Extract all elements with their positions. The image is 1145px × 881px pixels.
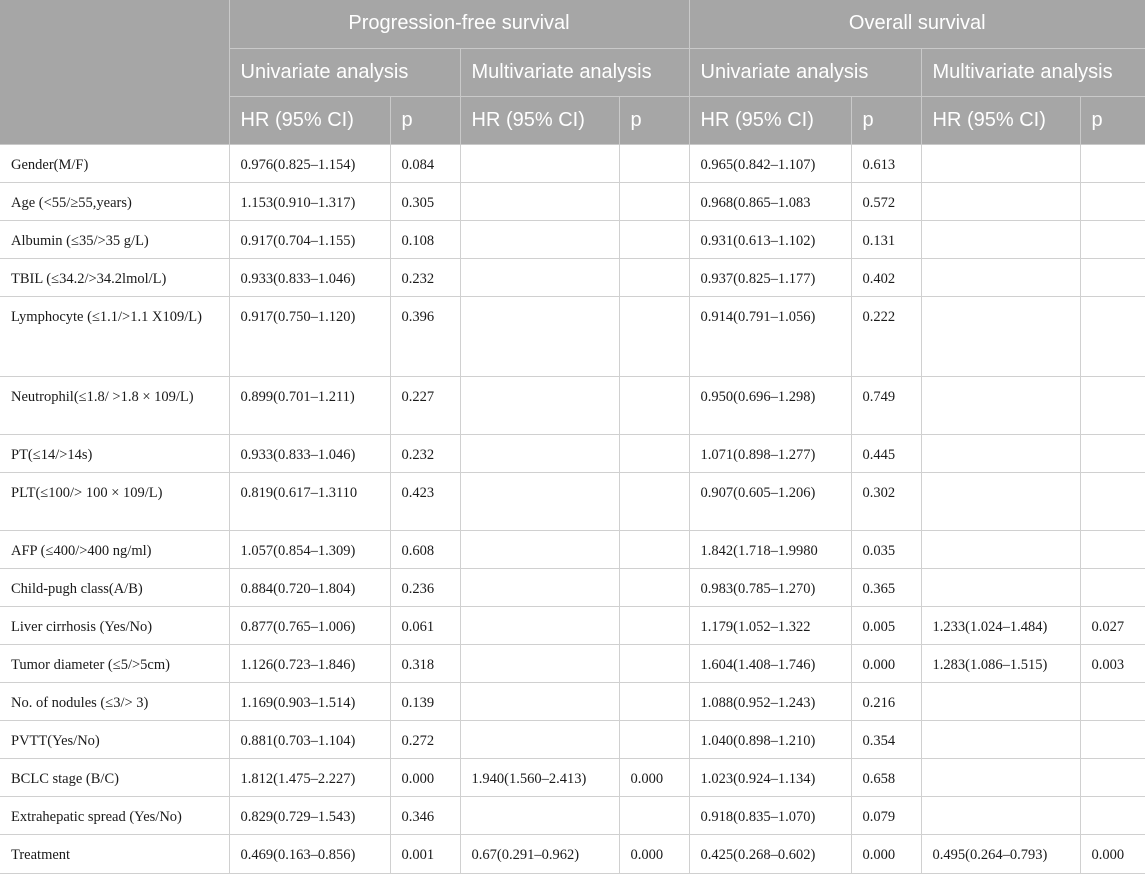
pfs-multivariate-hr (460, 568, 619, 606)
os-univariate-p: 0.005 (851, 606, 921, 644)
os-univariate-hr: 1.040(0.898–1.210) (689, 720, 851, 758)
row-label: Neutrophil(≤1.8/ >1.8 × 109/L) (0, 376, 229, 434)
pfs-multivariate-hr (460, 258, 619, 296)
os-univariate-hr: 0.918(0.835–1.070) (689, 796, 851, 834)
row-label: PVTT(Yes/No) (0, 720, 229, 758)
header-os-multivariate: Multivariate analysis (921, 48, 1145, 96)
pfs-univariate-p: 0.608 (390, 530, 460, 568)
pfs-univariate-hr: 1.169(0.903–1.514) (229, 682, 390, 720)
pfs-multivariate-p (619, 472, 689, 530)
pfs-univariate-p: 0.236 (390, 568, 460, 606)
pfs-univariate-p: 0.001 (390, 834, 460, 873)
row-label: No. of nodules (≤3/> 3) (0, 682, 229, 720)
pfs-multivariate-p (619, 644, 689, 682)
pfs-univariate-p: 0.084 (390, 144, 460, 182)
os-multivariate-hr (921, 376, 1080, 434)
os-univariate-p: 0.572 (851, 182, 921, 220)
pfs-univariate-hr: 0.819(0.617–1.3110 (229, 472, 390, 530)
os-multivariate-p: 0.027 (1080, 606, 1145, 644)
os-univariate-p: 0.222 (851, 296, 921, 376)
os-multivariate-p (1080, 182, 1145, 220)
pfs-univariate-hr: 1.057(0.854–1.309) (229, 530, 390, 568)
os-univariate-hr: 0.950(0.696–1.298) (689, 376, 851, 434)
row-label: PT(≤14/>14s) (0, 434, 229, 472)
pfs-univariate-hr: 0.877(0.765–1.006) (229, 606, 390, 644)
pfs-univariate-hr: 0.899(0.701–1.211) (229, 376, 390, 434)
table-row (0, 682, 1145, 720)
os-multivariate-hr (921, 258, 1080, 296)
pfs-univariate-p: 0.318 (390, 644, 460, 682)
row-label: Lymphocyte (≤1.1/>1.1 X109/L) (0, 296, 229, 376)
pfs-univariate-hr: 1.126(0.723–1.846) (229, 644, 390, 682)
row-label: Liver cirrhosis (Yes/No) (0, 606, 229, 644)
table-row (0, 530, 1145, 568)
os-multivariate-hr (921, 568, 1080, 606)
pfs-univariate-p: 0.227 (390, 376, 460, 434)
pfs-univariate-p: 0.108 (390, 220, 460, 258)
header-os-multi-hr: HR (95% CI) (921, 96, 1080, 144)
pfs-multivariate-p (619, 720, 689, 758)
pfs-multivariate-hr (460, 606, 619, 644)
os-univariate-p: 0.658 (851, 758, 921, 796)
os-univariate-hr: 1.604(1.408–1.746) (689, 644, 851, 682)
os-univariate-p: 0.365 (851, 568, 921, 606)
table-row (0, 834, 1145, 873)
os-univariate-p: 0.302 (851, 472, 921, 530)
os-multivariate-p: 0.003 (1080, 644, 1145, 682)
table-body (0, 144, 1145, 873)
pfs-multivariate-p (619, 568, 689, 606)
pfs-multivariate-hr (460, 530, 619, 568)
table-row (0, 472, 1145, 530)
pfs-multivariate-hr (460, 682, 619, 720)
pfs-univariate-p: 0.232 (390, 434, 460, 472)
os-univariate-p: 0.613 (851, 144, 921, 182)
pfs-univariate-hr: 1.812(1.475–2.227) (229, 758, 390, 796)
row-label: Age (<55/≥55,years) (0, 182, 229, 220)
header-os-univariate: Univariate analysis (689, 48, 921, 96)
os-univariate-p: 0.131 (851, 220, 921, 258)
pfs-multivariate-hr (460, 472, 619, 530)
os-univariate-hr: 0.425(0.268–0.602) (689, 834, 851, 873)
row-label: Tumor diameter (≤5/>5cm) (0, 644, 229, 682)
pfs-multivariate-p (619, 144, 689, 182)
os-univariate-p: 0.354 (851, 720, 921, 758)
os-univariate-p: 0.079 (851, 796, 921, 834)
os-univariate-hr: 1.071(0.898–1.277) (689, 434, 851, 472)
pfs-univariate-hr: 0.881(0.703–1.104) (229, 720, 390, 758)
os-multivariate-p (1080, 144, 1145, 182)
pfs-multivariate-p: 0.000 (619, 758, 689, 796)
pfs-univariate-hr: 0.829(0.729–1.543) (229, 796, 390, 834)
header-os: Overall survival (689, 0, 1145, 48)
header-pfs-multi-hr: HR (95% CI) (460, 96, 619, 144)
os-multivariate-p (1080, 682, 1145, 720)
table-row (0, 644, 1145, 682)
pfs-multivariate-p (619, 296, 689, 376)
os-univariate-hr: 0.965(0.842–1.107) (689, 144, 851, 182)
header-os-multi-p: p (1080, 96, 1145, 144)
pfs-univariate-hr: 0.917(0.704–1.155) (229, 220, 390, 258)
os-multivariate-p (1080, 758, 1145, 796)
os-multivariate-hr (921, 434, 1080, 472)
table-row (0, 296, 1145, 376)
pfs-multivariate-hr (460, 144, 619, 182)
row-label: PLT(≤100/> 100 × 109/L) (0, 472, 229, 530)
os-univariate-p: 0.445 (851, 434, 921, 472)
os-univariate-p: 0.000 (851, 644, 921, 682)
os-univariate-hr: 1.842(1.718–1.9980 (689, 530, 851, 568)
os-univariate-hr: 0.983(0.785–1.270) (689, 568, 851, 606)
row-label: AFP (≤400/>400 ng/ml) (0, 530, 229, 568)
header-os-uni-p: p (851, 96, 921, 144)
header-pfs-multivariate: Multivariate analysis (460, 48, 689, 96)
os-multivariate-hr (921, 682, 1080, 720)
header-pfs-uni-hr: HR (95% CI) (229, 96, 390, 144)
header-pfs: Progression-free survival (229, 0, 689, 48)
header-corner (0, 0, 229, 144)
os-multivariate-hr (921, 720, 1080, 758)
os-univariate-hr: 1.023(0.924–1.134) (689, 758, 851, 796)
os-multivariate-hr (921, 220, 1080, 258)
pfs-multivariate-p (619, 530, 689, 568)
pfs-multivariate-hr (460, 644, 619, 682)
pfs-multivariate-hr (460, 296, 619, 376)
pfs-multivariate-hr (460, 796, 619, 834)
table-row (0, 182, 1145, 220)
os-multivariate-p (1080, 472, 1145, 530)
table-row (0, 434, 1145, 472)
os-multivariate-p (1080, 434, 1145, 472)
pfs-multivariate-p (619, 220, 689, 258)
os-multivariate-p (1080, 258, 1145, 296)
os-univariate-hr: 1.179(1.052–1.322 (689, 606, 851, 644)
os-multivariate-hr (921, 530, 1080, 568)
pfs-univariate-hr: 0.469(0.163–0.856) (229, 834, 390, 873)
pfs-univariate-p: 0.232 (390, 258, 460, 296)
pfs-univariate-hr: 0.933(0.833–1.046) (229, 258, 390, 296)
pfs-multivariate-p (619, 258, 689, 296)
os-univariate-p: 0.216 (851, 682, 921, 720)
os-multivariate-p (1080, 376, 1145, 434)
os-univariate-hr: 0.931(0.613–1.102) (689, 220, 851, 258)
table-row (0, 144, 1145, 182)
pfs-univariate-p: 0.423 (390, 472, 460, 530)
pfs-multivariate-p: 0.000 (619, 834, 689, 873)
pfs-multivariate-hr: 1.940(1.560–2.413) (460, 758, 619, 796)
table-row (0, 720, 1145, 758)
header-pfs-multi-p: p (619, 96, 689, 144)
table-row (0, 258, 1145, 296)
row-label: Child-pugh class(A/B) (0, 568, 229, 606)
pfs-multivariate-p (619, 434, 689, 472)
os-multivariate-hr: 0.495(0.264–0.793) (921, 834, 1080, 873)
row-label: Gender(M/F) (0, 144, 229, 182)
os-multivariate-hr (921, 296, 1080, 376)
pfs-multivariate-p (619, 682, 689, 720)
table-row (0, 796, 1145, 834)
pfs-univariate-p: 0.305 (390, 182, 460, 220)
pfs-univariate-p: 0.061 (390, 606, 460, 644)
table-row (0, 606, 1145, 644)
pfs-multivariate-hr (460, 720, 619, 758)
header-pfs-univariate: Univariate analysis (229, 48, 460, 96)
pfs-multivariate-hr (460, 434, 619, 472)
os-multivariate-p: 0.000 (1080, 834, 1145, 873)
os-univariate-hr: 0.937(0.825–1.177) (689, 258, 851, 296)
os-multivariate-p (1080, 720, 1145, 758)
os-multivariate-hr (921, 472, 1080, 530)
header-pfs-uni-p: p (390, 96, 460, 144)
table-header (0, 0, 1145, 144)
os-multivariate-hr (921, 144, 1080, 182)
os-univariate-p: 0.035 (851, 530, 921, 568)
pfs-univariate-p: 0.396 (390, 296, 460, 376)
row-label: Treatment (0, 834, 229, 873)
os-univariate-hr: 0.907(0.605–1.206) (689, 472, 851, 530)
os-multivariate-p (1080, 530, 1145, 568)
os-univariate-p: 0.402 (851, 258, 921, 296)
row-label: Extrahepatic spread (Yes/No) (0, 796, 229, 834)
pfs-multivariate-p (619, 796, 689, 834)
row-label: TBIL (≤34.2/>34.2lmol/L) (0, 258, 229, 296)
pfs-multivariate-p (619, 606, 689, 644)
table-row (0, 376, 1145, 434)
os-multivariate-hr: 1.283(1.086–1.515) (921, 644, 1080, 682)
pfs-multivariate-hr: 0.67(0.291–0.962) (460, 834, 619, 873)
os-multivariate-hr (921, 758, 1080, 796)
os-univariate-p: 0.749 (851, 376, 921, 434)
table-row (0, 758, 1145, 796)
row-label: BCLC stage (B/C) (0, 758, 229, 796)
pfs-multivariate-hr (460, 182, 619, 220)
pfs-univariate-hr: 0.884(0.720–1.804) (229, 568, 390, 606)
pfs-multivariate-p (619, 376, 689, 434)
pfs-univariate-hr: 0.976(0.825–1.154) (229, 144, 390, 182)
header-os-uni-hr: HR (95% CI) (689, 96, 851, 144)
pfs-univariate-p: 0.000 (390, 758, 460, 796)
pfs-univariate-hr: 0.917(0.750–1.120) (229, 296, 390, 376)
pfs-multivariate-hr (460, 220, 619, 258)
row-label: Albumin (≤35/>35 g/L) (0, 220, 229, 258)
os-multivariate-hr (921, 796, 1080, 834)
pfs-multivariate-p (619, 182, 689, 220)
os-multivariate-p (1080, 568, 1145, 606)
table-row (0, 220, 1145, 258)
os-univariate-p: 0.000 (851, 834, 921, 873)
os-univariate-hr: 1.088(0.952–1.243) (689, 682, 851, 720)
pfs-univariate-p: 0.272 (390, 720, 460, 758)
os-multivariate-p (1080, 296, 1145, 376)
os-multivariate-p (1080, 796, 1145, 834)
pfs-multivariate-hr (460, 376, 619, 434)
table-row (0, 568, 1145, 606)
os-univariate-hr: 0.968(0.865–1.083 (689, 182, 851, 220)
pfs-univariate-hr: 0.933(0.833–1.046) (229, 434, 390, 472)
os-multivariate-hr (921, 182, 1080, 220)
os-multivariate-hr: 1.233(1.024–1.484) (921, 606, 1080, 644)
os-multivariate-p (1080, 220, 1145, 258)
os-univariate-hr: 0.914(0.791–1.056) (689, 296, 851, 376)
pfs-univariate-p: 0.346 (390, 796, 460, 834)
pfs-univariate-p: 0.139 (390, 682, 460, 720)
pfs-univariate-hr: 1.153(0.910–1.317) (229, 182, 390, 220)
